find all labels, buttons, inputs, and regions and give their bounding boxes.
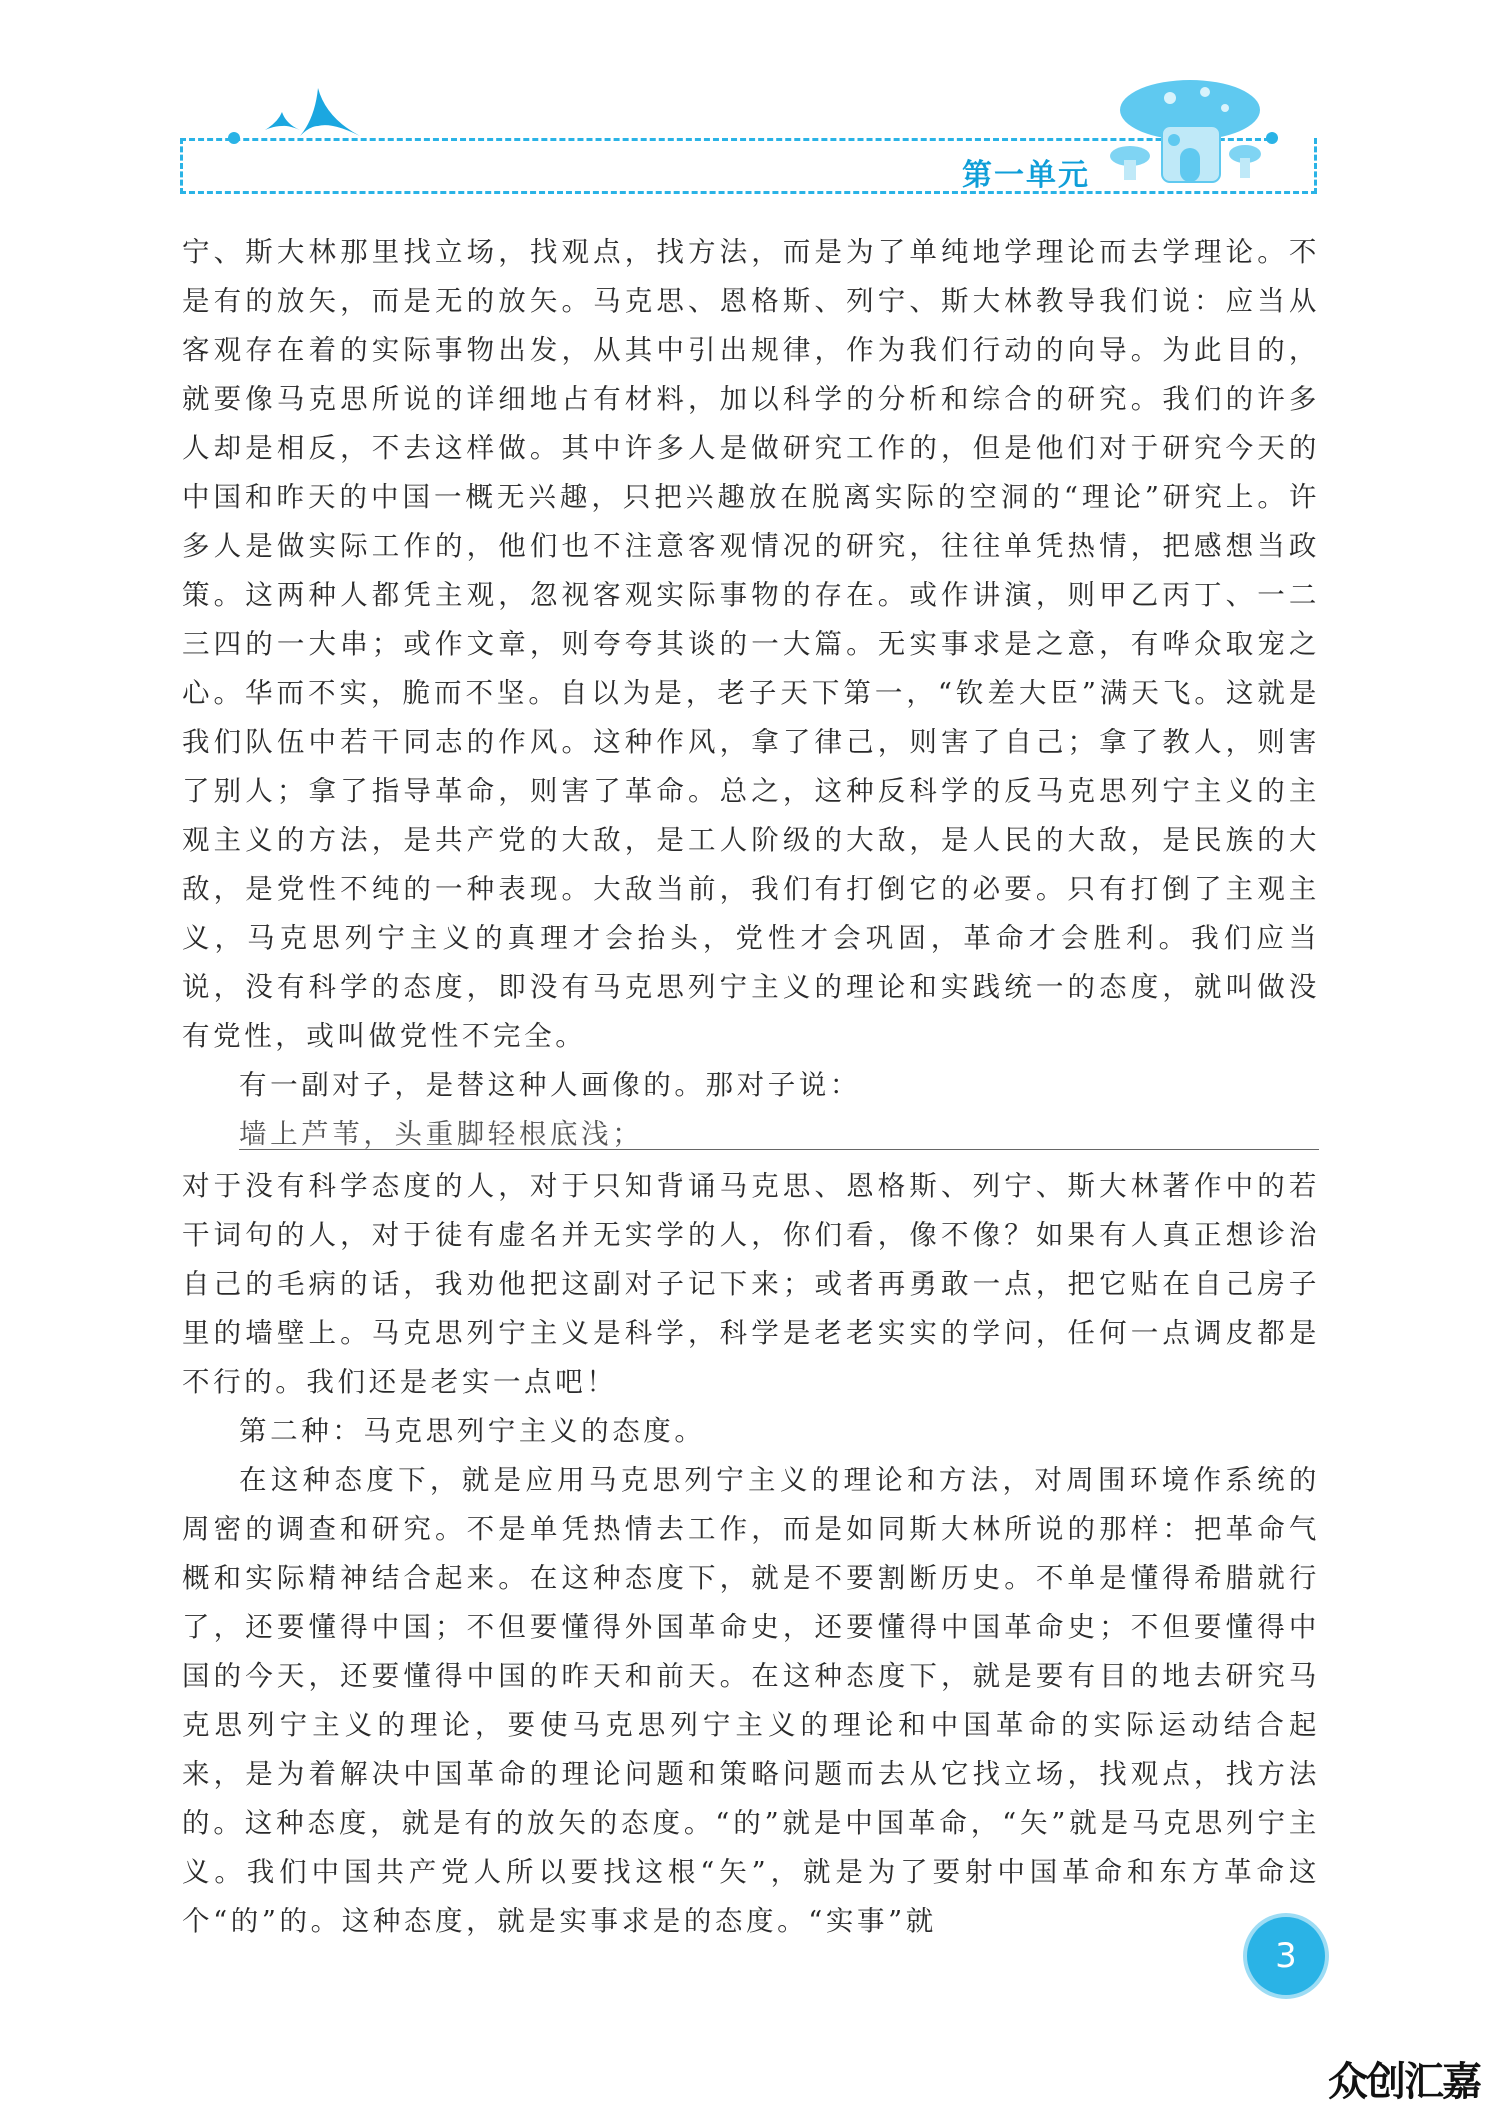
paragraph: 有一副对子，是替这种人画像的。那对子说： <box>239 1069 861 1101</box>
paragraph: 第二种：马克思列宁主义的态度。 <box>239 1415 706 1447</box>
body-text-bottom <box>182 1162 1320 1946</box>
body-text-top <box>182 228 1320 1159</box>
paragraph: 对于没有科学态度的人，对于只知背诵马克思、恩格斯、列宁、斯大林著作中的若干词句的人，对于徒有虚名并无实学的人，你们看，像不像？如果有人真正想诊治自己的毛病的话，我劝他把这副对子记下来；或者再勇敢一点，把它贴在自己房子里的墙壁上。马克思列宁主义是科学，科学是老老实实的学问，任何一点调皮都是不行的。我们还是老实一点吧！ <box>182 1170 1320 1398</box>
mushroom-house-icon <box>1100 76 1270 188</box>
birds-icon <box>260 88 370 148</box>
page-number: 3 <box>1247 1917 1325 1995</box>
couplet-line: 墙上芦苇，头重脚轻根底浅； <box>239 1118 644 1150</box>
section-divider <box>239 1149 1319 1150</box>
header-dot-left <box>228 132 240 144</box>
watermark-logo: 众创汇嘉 <box>1328 2059 1480 2105</box>
paragraph: 宁、斯大林那里找立场，找观点，找方法，而是为了单纯地学理论而去学理论。不是有的放矢，而是无的放矢。马克思、恩格斯、列宁、斯大林教导我们说：应当从客观存在着的实际事物出发，从其中引出规律，作为我们行动的向导。为此目的，就要像马克思所说的详细地占有材料，加以科学的分析和综合的研究。我们的许多人却是相反，不去这样做。其中许多人是做研究工作的，但是他们对于研究今天的中国和昨天的中国一概无兴趣，只把兴趣放在脱离实际的空洞的“理论”研究上。许多人是做实际工作的，他们也不注意客观情况的研究，往往单凭热情，把感想当政策。这两种人都凭主观，忽视客观实际事物的存在。或作讲演，则甲乙丙丁、一二三四的一大串；或作文章，则夸夸其谈的一大篇。无实事求是之意，有哗众取宠之心。华而不实，脆而不坚。自以为是，老子天下第一，“钦差大臣”满天飞。这就是我们队伍中若干同志的作风。这种作风，拿了律己，则害了自己；拿了教人，则害了别人；拿了指导革命，则害了革命。总之，这种反科学的反马克思列宁主义的主观主义的方法，是共产党的大敌，是工人阶级的大敌，是人民的大敌，是民族的大敌，是党性不纯的一种表现。大敌当前，我们有打倒它的必要。只有打倒了主观主义，马克思列宁主义的真理才会抬头，党性才会巩固，革命才会胜利。我们应当说，没有科学的态度，即没有马克思列宁主义的理论和实践统一的态度，就叫做没有党性，或叫做党性不完全。 <box>182 236 1320 1052</box>
paragraph: 在这种态度下，就是应用马克思列宁主义的理论和方法，对周围环境作系统的周密的调查和研究。不是单凭热情去工作，而是如同斯大林所说的那样：把革命气概和实际精神结合起来。在这种态度下，就是不要割断历史。不单是懂得希腊就行了，还要懂得中国；不但要懂得外国革命史，还要懂得中国革命史；不但要懂得中国的今天，还要懂得中国的昨天和前天。在这种态度下，就是要有目的地去研究马克思列宁主义的理论，要使马克思列宁主义的理论和中国革命的实际运动结合起来，是为着解决中国革命的理论问题和策略问题而去从它找立场，找观点，找方法的。这种态度，就是有的放矢的态度。“的”就是中国革命，“矢”就是马克思列宁主义。我们中国共产党人所以要找这根“矢”，就是为了要射中国革命和东方革命这个“的”的。这种态度，就是实事求是的态度。“实事”就 <box>182 1464 1320 1937</box>
unit-title: 第一单元 <box>962 158 1090 193</box>
